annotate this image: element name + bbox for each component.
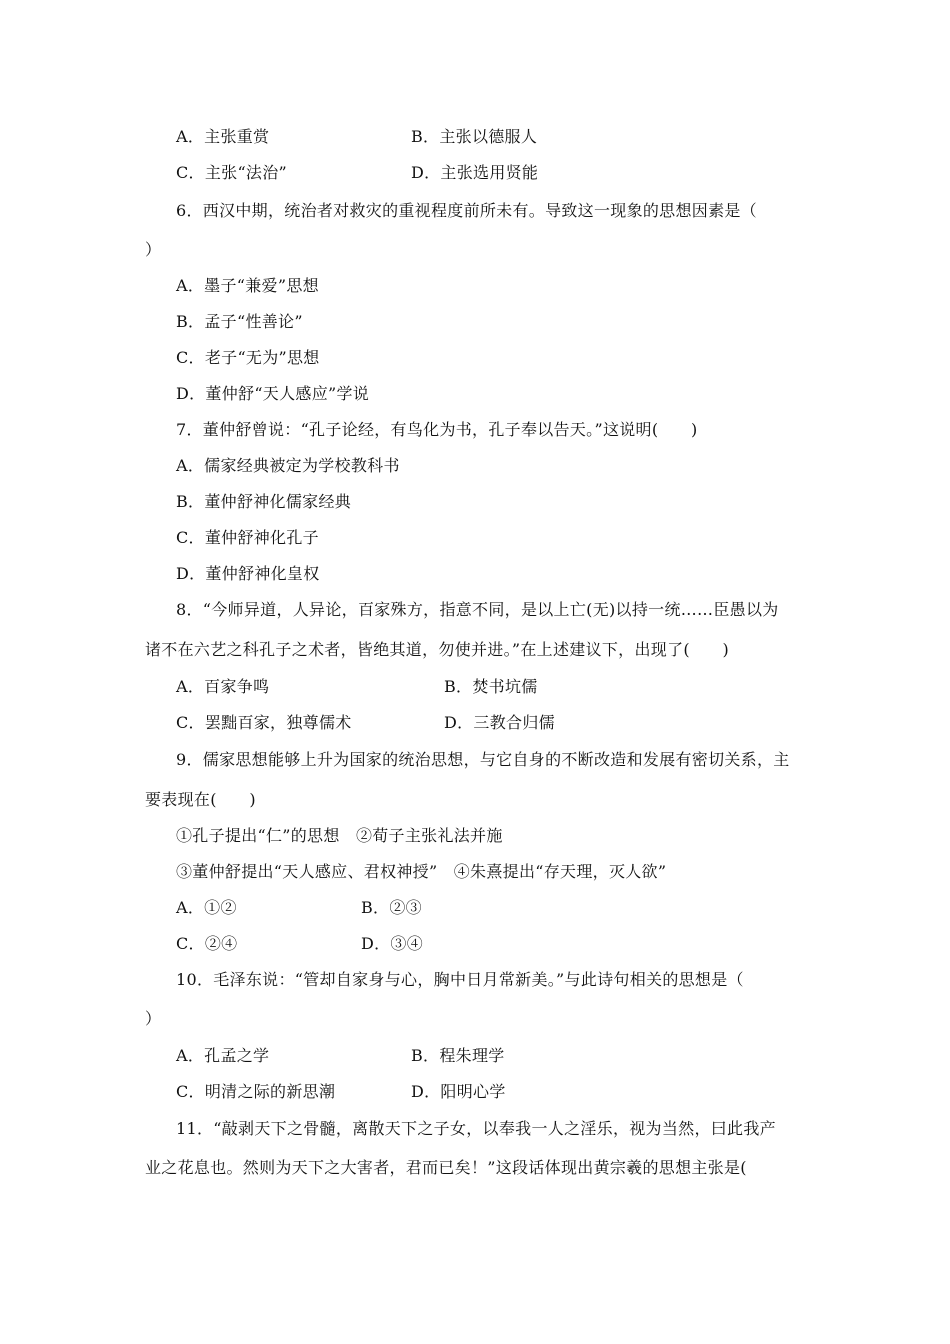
q10-option-b: B．程朱理学: [411, 1046, 505, 1065]
q5-option-b: B．主张以德服人: [411, 127, 538, 146]
q8-option-c: C．罢黜百家，独尊儒术: [176, 713, 352, 732]
q7-option-c: C．董仲舒神化孔子: [176, 528, 319, 547]
q8-option-d: D．三教合归儒: [444, 713, 555, 732]
q11-stem-line1: 11．“敲剥天下之骨髓，离散天下之子女，以奉我一人之淫乐，视为当然，曰此我产: [176, 1119, 776, 1138]
q6-stem-line2: ）: [145, 240, 162, 259]
q10-stem-line1: 10．毛泽东说：“管却自家身与心，胸中日月常新美。”与此诗句相关的思想是（: [176, 970, 744, 989]
q5-option-c: C．主张“法治”: [176, 163, 288, 182]
q6-stem-line1: 6．西汉中期，统治者对救灾的重视程度前所未有。导致这一现象的思想因素是（: [176, 201, 757, 220]
q9-stem-line2: 要表现在( ): [145, 790, 256, 809]
q10-stem-line2: ）: [145, 1009, 162, 1028]
q6-option-a: A．墨子“兼爱”思想: [176, 276, 319, 295]
q9-option-c: C．②④: [176, 934, 238, 953]
q11-stem-line2: 业之花息也。然则为天下之大害者，君而已矣！”这段话体现出黄宗羲的思想主张是(: [145, 1158, 747, 1177]
q9-items-3-4: ③董仲舒提出“天人感应、君权神授” ④朱熹提出“存天理，灭人欲”: [176, 862, 667, 881]
q9-option-b: B．②③: [361, 898, 422, 917]
q9-option-a: A．①②: [176, 898, 237, 917]
q9-option-d: D．③④: [361, 934, 424, 953]
q10-option-a: A．孔孟之学: [176, 1046, 270, 1065]
q6-option-d: D．董仲舒“天人感应”学说: [176, 384, 370, 403]
q6-option-c: C．老子“无为”思想: [176, 348, 320, 367]
q10-option-c: C．明清之际的新思潮: [176, 1082, 336, 1101]
q7-option-d: D．董仲舒神化皇权: [176, 564, 320, 583]
q5-option-a: A．主张重赏: [176, 127, 270, 146]
q7-option-b: B．董仲舒神化儒家经典: [176, 492, 352, 511]
q6-option-b: B．孟子“性善论”: [176, 312, 303, 331]
q7-stem: 7．董仲舒曾说：“孔子论经，有鸟化为书，孔子奉以告天。”这说明( ): [176, 420, 698, 439]
q8-stem-line1: 8．“今师异道，人异论，百家殊方，指意不同，是以上亡(无)以持一统……臣愚以为: [176, 600, 779, 619]
q8-stem-line2: 诸不在六艺之科孔子之术者，皆绝其道，勿使并进。”在上述建议下，出现了( ): [145, 640, 730, 659]
q7-option-a: A．儒家经典被定为学校教科书: [176, 456, 400, 475]
q5-option-d: D．主张选用贤能: [411, 163, 539, 182]
q8-option-b: B．焚书坑儒: [444, 677, 538, 696]
q10-option-d: D．阳明心学: [411, 1082, 506, 1101]
q9-stem-line1: 9．儒家思想能够上升为国家的统治思想，与它自身的不断改造和发展有密切关系，主: [176, 750, 790, 769]
q9-items-1-2: ①孔子提出“仁”的思想 ②荀子主张礼法并施: [176, 826, 503, 845]
q8-option-a: A．百家争鸣: [176, 677, 270, 696]
